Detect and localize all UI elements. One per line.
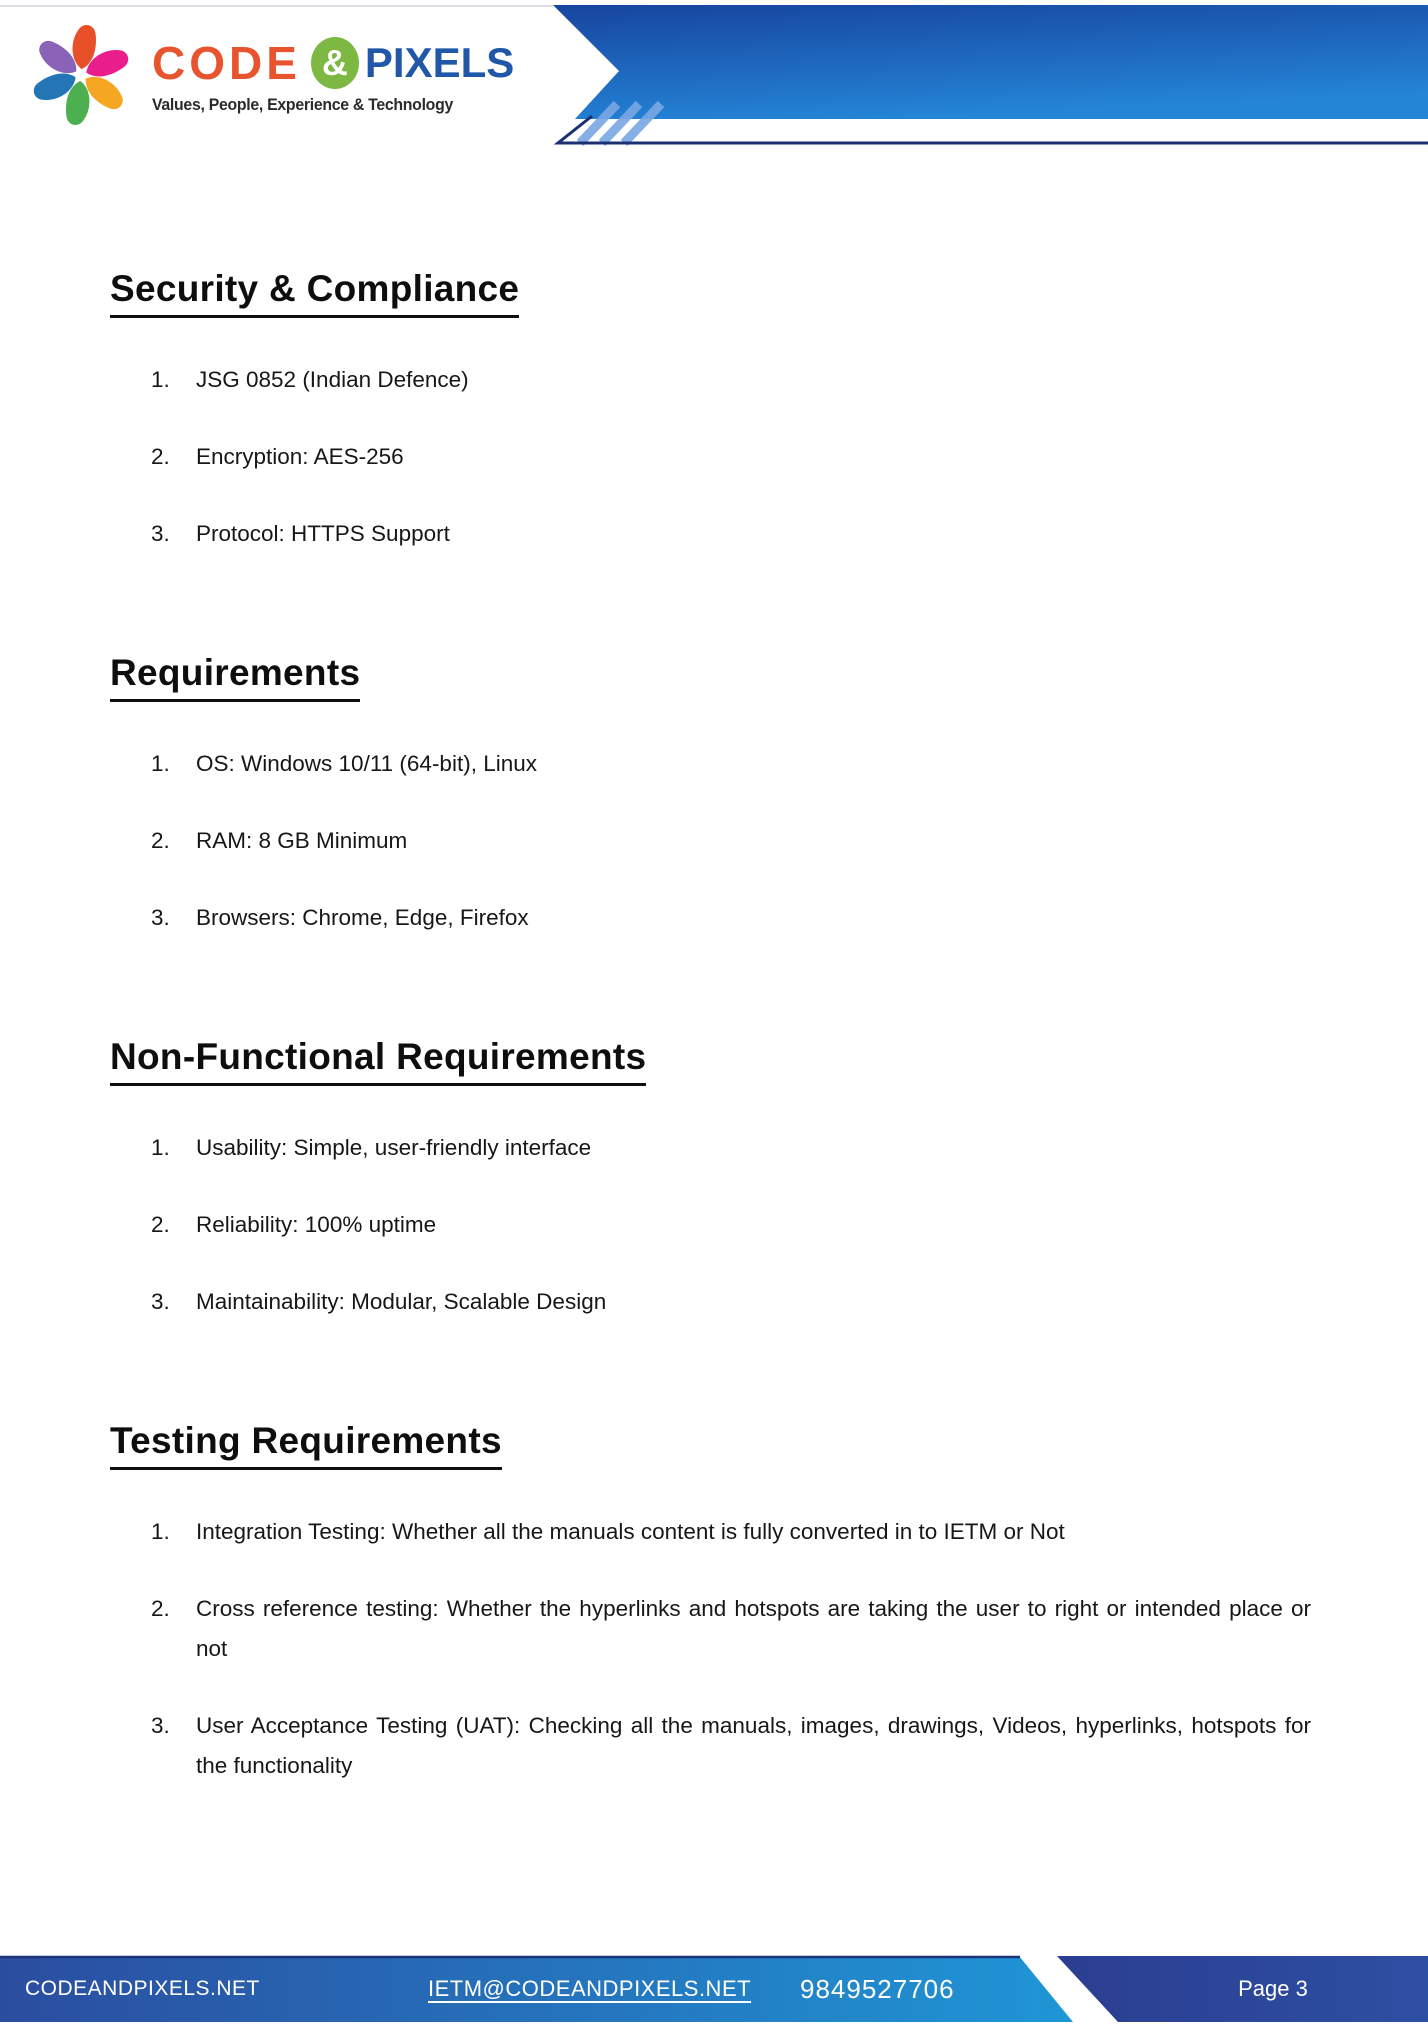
list-item-number: 3. [151,1713,170,1738]
list-item-number: 2. [151,1212,170,1237]
list-item-text: Protocol: HTTPS Support [196,521,450,546]
list-item-text: Reliability: 100% uptime [196,1212,437,1237]
list-item-number: 2. [151,1596,170,1621]
list-item-number: 1. [151,1519,170,1544]
list-item-text: Cross reference testing: Whether the hyperlinks and hotspots are taking the user to right or intended place or not [196,1596,1311,1661]
list-item-text: JSG 0852 (Indian Defence) [196,367,469,392]
list-item-number: 2. [151,828,170,853]
list-item [151,821,1313,861]
list-item-text: Integration Testing: Whether all the manuals content is fully converted in to IETM or Not [196,1519,1065,1544]
section-non-functional-requirements [110,1036,1313,1322]
section-security-compliance [110,268,1313,554]
list-item [151,1706,1313,1786]
list-item-text: RAM: 8 GB Minimum [196,828,408,853]
footer-page-number: Page 3 [1238,1976,1308,2001]
list-item-number: 3. [151,905,170,930]
section-title: Testing Requirements [110,1420,502,1470]
section-list [151,360,1313,554]
list-item [151,1282,1313,1322]
list-item-text: Maintainability: Modular, Scalable Design [196,1289,607,1314]
brand-ampersand-badge: & [311,37,359,89]
footer-website: CODEANDPIXELS.NET [25,1977,260,2000]
section-title: Non-Functional Requirements [110,1036,646,1086]
section-title: Requirements [110,652,360,702]
section-title: Security & Compliance [110,268,519,318]
list-item-number: 1. [151,367,170,392]
footer-email-link[interactable]: IETM@CODEANDPIXELS.NET [428,1976,752,2001]
list-item-number: 3. [151,1289,170,1314]
section-list [151,1512,1313,1786]
company-logo [22,12,514,138]
list-item-text: OS: Windows 10/11 (64-bit), Linux [196,751,537,776]
pinwheel-logo-icon [22,12,140,138]
list-item [151,744,1313,784]
list-item [151,1512,1313,1552]
list-item [151,437,1313,477]
list-item-number: 2. [151,444,170,469]
page-footer [0,1950,1428,2028]
list-item-number: 1. [151,1135,170,1160]
page-header [0,0,1428,150]
logo-text-block [152,36,514,115]
footer-content [0,1956,1428,2022]
list-item-text: Encryption: AES-256 [196,444,404,469]
list-item [151,1589,1313,1669]
list-item-number: 1. [151,751,170,776]
list-item [151,898,1313,938]
document-body [0,150,1428,1786]
list-item-text: Browsers: Chrome, Edge, Firefox [196,905,529,930]
list-item [151,514,1313,554]
section-requirements [110,652,1313,938]
list-item [151,1205,1313,1245]
list-item [151,360,1313,400]
list-item [151,1128,1313,1168]
list-item-text: Usability: Simple, user-friendly interface [196,1135,592,1160]
footer-phone: 9849527706 [800,1973,955,2004]
section-list [151,744,1313,938]
brand-pixels: PIXELS [364,38,515,86]
brand-code: CODE [152,36,301,89]
list-item-number: 3. [151,521,170,546]
section-testing-requirements [110,1420,1313,1786]
list-item-text: User Acceptance Testing (UAT): Checking all the manuals, images, drawings, Videos, hyperlinks, hotspots for the functionality [196,1713,1311,1778]
brand-tagline: Values, People, Experience & Technology [152,95,453,114]
section-list [151,1128,1313,1322]
